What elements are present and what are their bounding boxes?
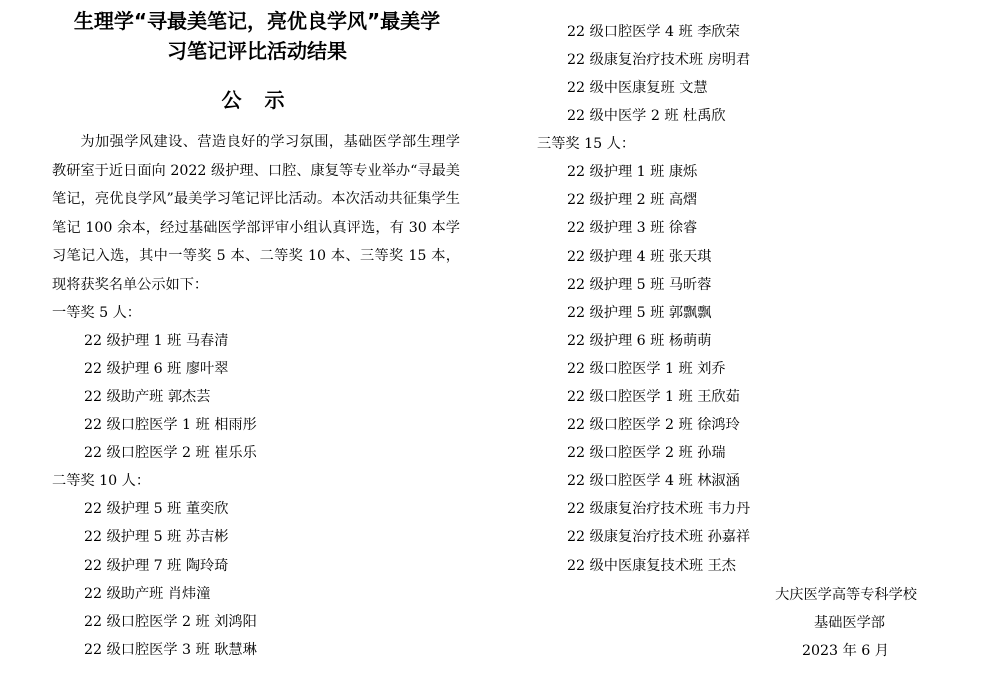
list-item: 22 级护理 1 班 马春清 (84, 333, 229, 349)
list-item: 22 级康复治疗技术班 房明君 (567, 52, 751, 68)
list-item: 22 级口腔医学 1 班 刘乔 (567, 361, 726, 377)
first-prize-heading: 一等奖 5 人： (52, 305, 141, 321)
second-prize-heading: 二等奖 10 人： (52, 473, 151, 489)
list-item: 22 级口腔医学 2 班 孙瑞 (567, 445, 726, 461)
list-item: 22 级口腔医学 4 班 林淑涵 (567, 473, 740, 489)
list-item: 22 级护理 3 班 徐睿 (567, 220, 698, 236)
list-item: 22 级护理 5 班 马昕蓉 (567, 277, 712, 293)
list-item: 22 级护理 4 班 张天琪 (567, 249, 712, 265)
list-item: 22 级口腔医学 2 班 刘鸿阳 (84, 614, 257, 630)
list-item: 22 级助产班 肖炜潼 (84, 586, 211, 602)
list-item: 22 级口腔医学 3 班 耿慧琳 (84, 642, 257, 658)
list-item: 22 级康复治疗技术班 韦力丹 (567, 501, 751, 517)
list-item: 22 级护理 7 班 陶玲琦 (84, 558, 229, 574)
intro-paragraph: 为加强学风建设、营造良好的学习氛围，基础医学部生理学教研室于近日面向 2022 级护理、口腔、康复等专业举办“寻最美笔记，亮优良学风”最美学习笔记评比活动。本次活动共征集学生笔记 100 余本，经过基础医学部评审小组认真评选，有 30 本学习笔记入选，其中一等奖 5 本、二等奖 10 本、三等奖 15 本，现将获奖名单公示如下： (52, 134, 460, 293)
list-item: 22 级护理 6 班 廖叶翠 (84, 361, 229, 377)
list-item: 22 级口腔医学 1 班 相雨彤 (84, 417, 257, 433)
list-item: 22 级中医康复班 文慧 (567, 80, 708, 96)
title-line-1: 生理学“寻最美笔记，亮优良学风”最美学 (73, 9, 441, 33)
list-item: 22 级口腔医学 2 班 崔乐乐 (84, 445, 257, 461)
list-item: 22 级护理 6 班 杨萌萌 (567, 333, 712, 349)
list-item: 22 级护理 5 班 郭飘飘 (567, 305, 712, 321)
list-item: 22 级护理 2 班 高熠 (567, 192, 698, 208)
signature-department: 基础医学部 (814, 615, 885, 631)
third-prize-heading: 三等奖 15 人： (537, 136, 636, 152)
list-item: 22 级康复治疗技术班 孙嘉祥 (567, 529, 751, 545)
list-item: 22 级护理 1 班 康烁 (567, 164, 698, 180)
list-item: 22 级口腔医学 4 班 李欣荣 (567, 24, 740, 40)
list-item: 22 级助产班 郭杰芸 (84, 389, 211, 405)
list-item: 22 级口腔医学 1 班 王欣茹 (567, 389, 740, 405)
notice-label: 公 示 (221, 88, 293, 112)
signature-date: 2023 年 6 月 (801, 643, 889, 659)
signature-school: 大庆医学高等专科学校 (775, 587, 917, 603)
list-item: 22 级护理 5 班 苏吉彬 (84, 529, 229, 545)
title-line-2: 习笔记评比活动结果 (167, 39, 347, 63)
list-item: 22 级中医学 2 班 杜禹欣 (567, 108, 726, 124)
list-item: 22 级护理 5 班 董奕欣 (84, 501, 229, 517)
list-item: 22 级口腔医学 2 班 徐鸿玲 (567, 417, 740, 433)
list-item: 22 级中医康复技术班 王杰 (567, 558, 736, 574)
